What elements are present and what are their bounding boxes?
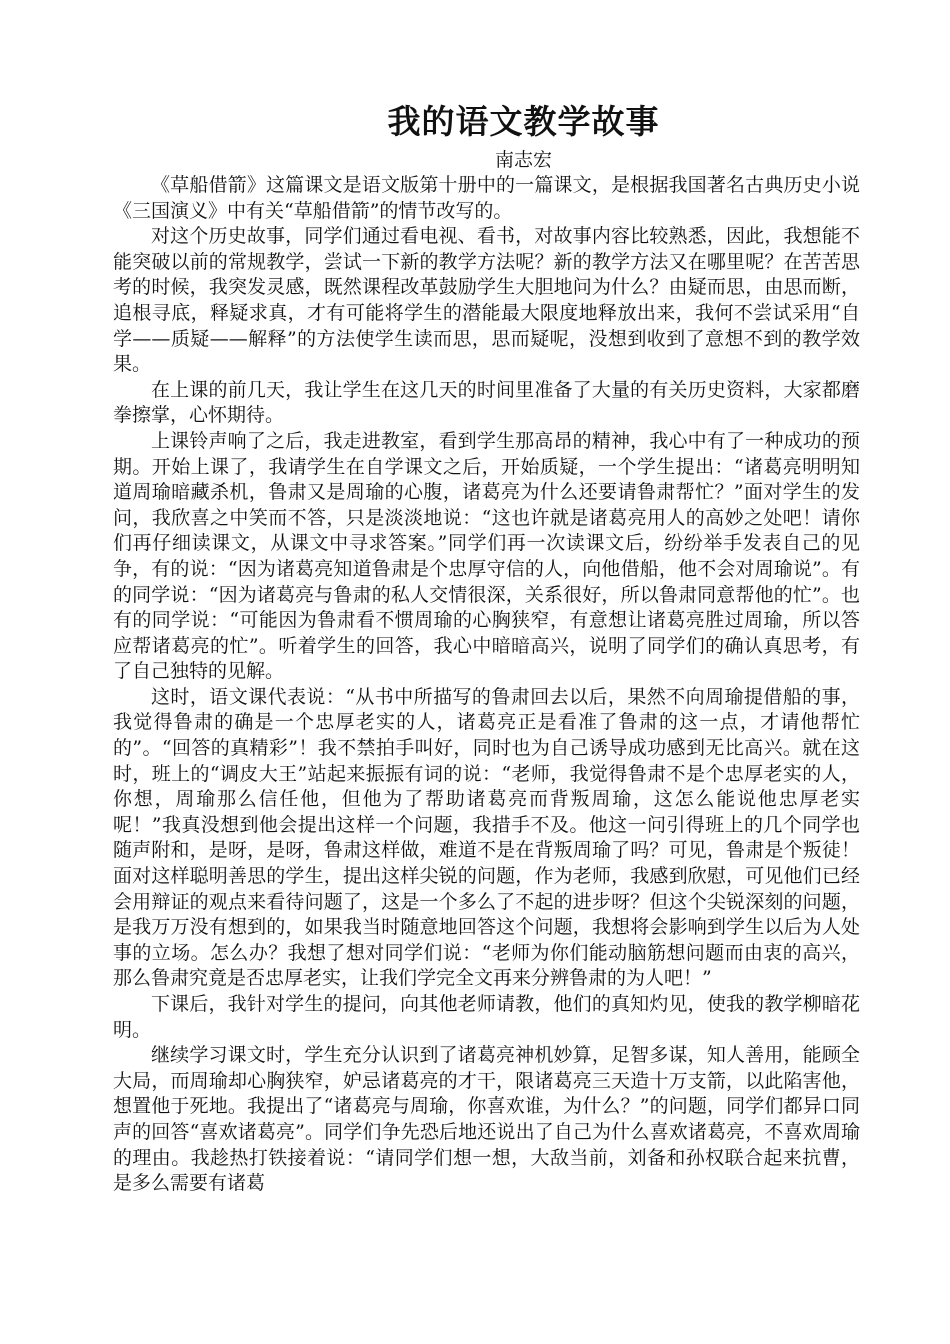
document-author: 南志宏	[494, 149, 552, 171]
paragraph-7: 继续学习课文时，学生充分认识到了诸葛亮神机妙算，足智多谋，知人善用，能顾全大局，而周瑜却心胸狭窄，妒忌诸葛亮的才干，限诸葛亮三天造十万支箭，以此陷害他，想置他于死地。我提出了“诸葛亮与周瑜，你喜欢谁，为什么？”的问题，同学们都异口同声的回答“喜欢诸葛亮”。同学们争先恐后地还说出了自己为什么喜欢诸葛亮，不喜欢周瑜的理由。我趁热打铁接着说：“请同学们想一想，大敌当前，刘备和孙权联合起来抗曹，是多么需要有诸葛	[113, 1044, 860, 1195]
paragraph-2: 对这个历史故事，同学们通过看电视、看书，对故事内容比较熟悉，因此，我想能不能突破以前的常规教学，尝试一下新的教学方法呢？新的教学方法又在哪里呢？在苦苦思考的时候，我突发灵感，既然课程改革鼓励学生大胆地问为什么？由疑而思，由思而断，追根寻底，释疑求真，才有可能将学生的潜能最大限度地释放出来，我何不尝试采用“自学——质疑——解释”的方法使学生读而思，思而疑呢，没想到收到了意想不到的教学效果。	[113, 225, 860, 376]
paragraph-3: 在上课的前几天，我让学生在这几天的时间里准备了大量的有关历史资料，大家都磨拳擦掌，心怀期待。	[113, 378, 860, 427]
document-body	[113, 173, 860, 1197]
document-page	[113, 96, 860, 1197]
paragraph-1: 《草船借箭》这篇课文是语文版第十册中的一篇课文，是根据我国著名古典历史小说《三国演义》中有关“草船借箭”的情节改写的。	[113, 174, 860, 222]
paragraph-6: 下课后，我针对学生的提问，向其他老师请教，他们的真知灼见，使我的教学柳暗花明。	[113, 993, 860, 1041]
paragraph-5: 这时，语文课代表说：“从书中所描写的鲁肃回去以后，果然不向周瑜提借船的事，我觉得鲁肃的确是一个忠厚老实的人，诸葛亮正是看准了鲁肃的这一点，才请他帮忙的”。“回答的真精彩”！我不禁拍手叫好，同时也为自己诱导成功感到无比高兴。就在这时，班上的“调皮大王”站起来振振有词的说：“老师，我觉得鲁肃不是个忠厚老实的人，你想，周瑜那么信任他，但他为了帮助诸葛亮而背叛周瑜，这怎么能说他忠厚老实呢！”我真没想到他会提出这样一个问题，我措手不及。他这一问引得班上的几个同学也随声附和，是呀，是呀，鲁肃这样做，难道不是在背叛周瑜了吗？可见，鲁肃是个叛徒！面对这样聪明善思的学生，提出这样尖锐的问题，作为老师，我感到欣慰，可见他们已经会用辩证的观点来看待问题了，这是一个多么了不起的进步呀？但这个尖锐深刻的问题，是我万万没有想到的，如果我当时随意地回答这个问题，我想将会影响到学生以后为人处事的立场。怎么办？我想了想对同学们说：“老师为你们能动脑筋想问题而由衷的高兴，那么鲁肃究竟是否忠厚老实，让我们学完全文再来分辨鲁肃的为人吧！”	[113, 685, 860, 990]
document-title: 我的语文教学故事	[387, 102, 660, 141]
paragraph-4: 上课铃声响了之后，我走进教室，看到学生那高昂的精神，我心中有了一种成功的预期。开始上课了，我请学生在自学课文之后，开始质疑，一个学生提出：“诸葛亮明明知道周瑜暗藏杀机，鲁肃又是周瑜的心腹，诸葛亮为什么还要请鲁肃帮忙？”面对学生的发问，我欣喜之中笑而不答，只是淡淡地说：“这也许就是诸葛亮用人的高妙之处吧！请你们再仔细读课文，从课文中寻求答案。”同学们再一次读课文后，纷纷举手发表自己的见争，有的说：“因为诸葛亮知道鲁肃是个忠厚守信的人，向他借船，他不会对周瑜说”。有的同学说：“因为诸葛亮与鲁肃的私人交情很深，关系很好，所以鲁肃同意帮他的忙”。也有的同学说：“可能因为鲁肃看不惯周瑜的心胸狭窄，有意想让诸葛亮胜过周瑜，所以答应帮诸葛亮的忙”。听着学生的回答，我心中暗暗高兴，说明了同学们的确认真思考，有了自己独特的见解。	[113, 429, 860, 683]
